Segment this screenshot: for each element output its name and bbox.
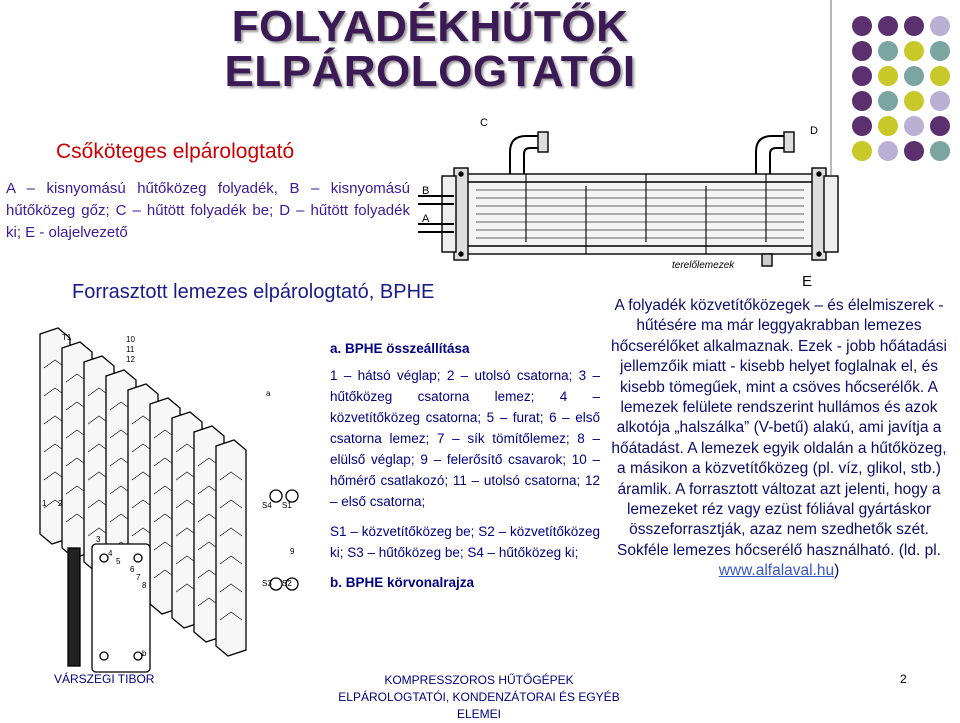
tube-label-baffles: terelőlemezek	[672, 260, 735, 271]
decorative-dot	[930, 16, 950, 36]
bphe-s-legend-text: S1 – közvetítőközeg be; S2 – közvetítőközeg ki; S3 – hűtőközeg be; S4 – hűtőközeg ki;	[330, 524, 600, 560]
decorative-dot	[930, 91, 950, 111]
decorative-dot	[852, 91, 872, 111]
bphe-port	[270, 578, 282, 590]
decorative-dot	[852, 16, 872, 36]
decorative-dot	[904, 141, 924, 161]
decorative-dots	[850, 14, 956, 166]
decorative-dot	[852, 141, 872, 161]
bphe-legend	[330, 338, 600, 599]
decorative-dot	[930, 141, 950, 161]
bphe-label: 7	[136, 573, 141, 582]
bphe-plate	[216, 440, 246, 656]
bphe-label: 1	[42, 499, 47, 508]
bphe-label: 3	[96, 535, 101, 544]
page-number: 2	[900, 672, 907, 686]
decorative-dot	[904, 116, 924, 136]
tube-label-e: E	[802, 273, 813, 290]
explanation-text: A folyadék közvetítőközegek – és élelmiszerek - hűtésére ma már leggyakrabban lemezes hőcserélőket alkalmaznak. Ezek - jobb hőátadási jellemzőik miatt - kisebb helyet foglalnak el, és kisebb tömegűek, mint a csöves hőcserélők. A lemezek felülete rendszerint hullámos és azok alkotója „halszálka” (V-betű) alakú, ami javítja a hőátadást. A lemezek egyik oldalán a hűtőközeg, a másikon a közvetítőközeg (pl. víz, glikol, stb.) áramlik. A forrasztott változat azt jelenti, hogy a lemezeket réz vagy ezüst fóliával gyártáskor összeforrasztják, azaz nem szedhetők szét. Sokféle lemezes hőcserélő használható. (ld. pl.	[610, 297, 948, 559]
decorative-dot	[904, 91, 924, 111]
slide-title: FOLYADÉKHŰTŐK ELPÁROLOGTATÓI	[224, 2, 636, 96]
section-title-tube-evaporator: Csőköteges elpárologtató	[56, 140, 295, 163]
bphe-label: 11	[126, 345, 135, 354]
decorative-dot	[930, 116, 950, 136]
bphe-a-legend-text: 1 – hátsó véglap; 2 – utolsó csatorna; 3 – hűtőközeg csatorna lemez; 4 – közvetítőközeg csatorna; 5 – furat; 6 – első csatorna lemez; 7 – sík tömítőlemez; 8 – elülső véglap; 9 – felerősítő csavarok; 10 – hőmérő csatlakozó; 11 – utolsó csatorna; 12 – első csatorna;	[330, 368, 600, 509]
bphe-label: 12	[126, 355, 135, 364]
decorative-dot	[852, 41, 872, 61]
decorative-dot	[904, 16, 924, 36]
footer-course-title: KOMPRESSZOROS HŰTŐGÉPEK ELPÁROLOGTATÓI, KONDENZÁTORAI ÉS EGYÉB ELEMEI	[338, 673, 620, 721]
tube-label-b: B	[422, 185, 430, 197]
plate-exchanger-explanation	[606, 296, 952, 582]
bphe-label: 2	[58, 499, 63, 508]
bphe-label: 9	[290, 547, 295, 556]
decorative-dot	[852, 66, 872, 86]
tube-label-d: D	[810, 125, 818, 137]
bphe-label: S1	[282, 501, 292, 510]
bphe-b-heading: b. BPHE körvonalrajza	[330, 575, 475, 590]
bphe-label: 5	[116, 557, 121, 566]
decorative-dot	[878, 91, 898, 111]
bphe-port	[270, 490, 282, 502]
bphe-label: S2	[282, 579, 292, 588]
bphe-exploded-drawing	[30, 318, 320, 676]
decorative-dot	[878, 16, 898, 36]
bphe-label: T1	[62, 333, 72, 342]
bphe-label: 8	[142, 581, 147, 590]
shell-tube-evaporator-drawing	[418, 112, 848, 282]
tube-label-c: C	[480, 117, 488, 129]
bphe-label: S4	[262, 501, 272, 510]
decorative-dot	[878, 66, 898, 86]
explanation-closing: )	[834, 562, 840, 580]
bphe-label: S3	[262, 579, 272, 588]
footer-author: VÁRSZEGI TIBOR	[54, 672, 155, 686]
decorative-dot	[904, 66, 924, 86]
section-title-bphe: Forrasztott lemezes elpárologtató, BPHE	[72, 281, 435, 303]
bphe-label: 6	[130, 565, 135, 574]
bphe-label: b	[142, 649, 147, 658]
decorative-dot	[904, 41, 924, 61]
bphe-label: a	[266, 389, 271, 398]
decorative-dot	[878, 116, 898, 136]
decorative-dot	[852, 116, 872, 136]
tube-label-a: A	[422, 213, 430, 225]
decorative-dot	[878, 141, 898, 161]
bphe-label: 10	[126, 335, 135, 344]
tube-evaporator-legend: A – kisnyomású hűtőközeg folyadék, B – kisnyomású hűtőközeg gőz; C – hűtött folyadék be; D – hűtött folyadék ki; E - olajelvezető	[6, 180, 410, 241]
decorative-dot	[930, 41, 950, 61]
bphe-a-heading: a. BPHE összeállítása	[330, 341, 470, 356]
decorative-dot	[930, 66, 950, 86]
alfalaval-link[interactable]: www.alfalaval.hu	[718, 562, 835, 580]
bphe-label: 4	[108, 549, 113, 558]
decorative-dot	[878, 41, 898, 61]
